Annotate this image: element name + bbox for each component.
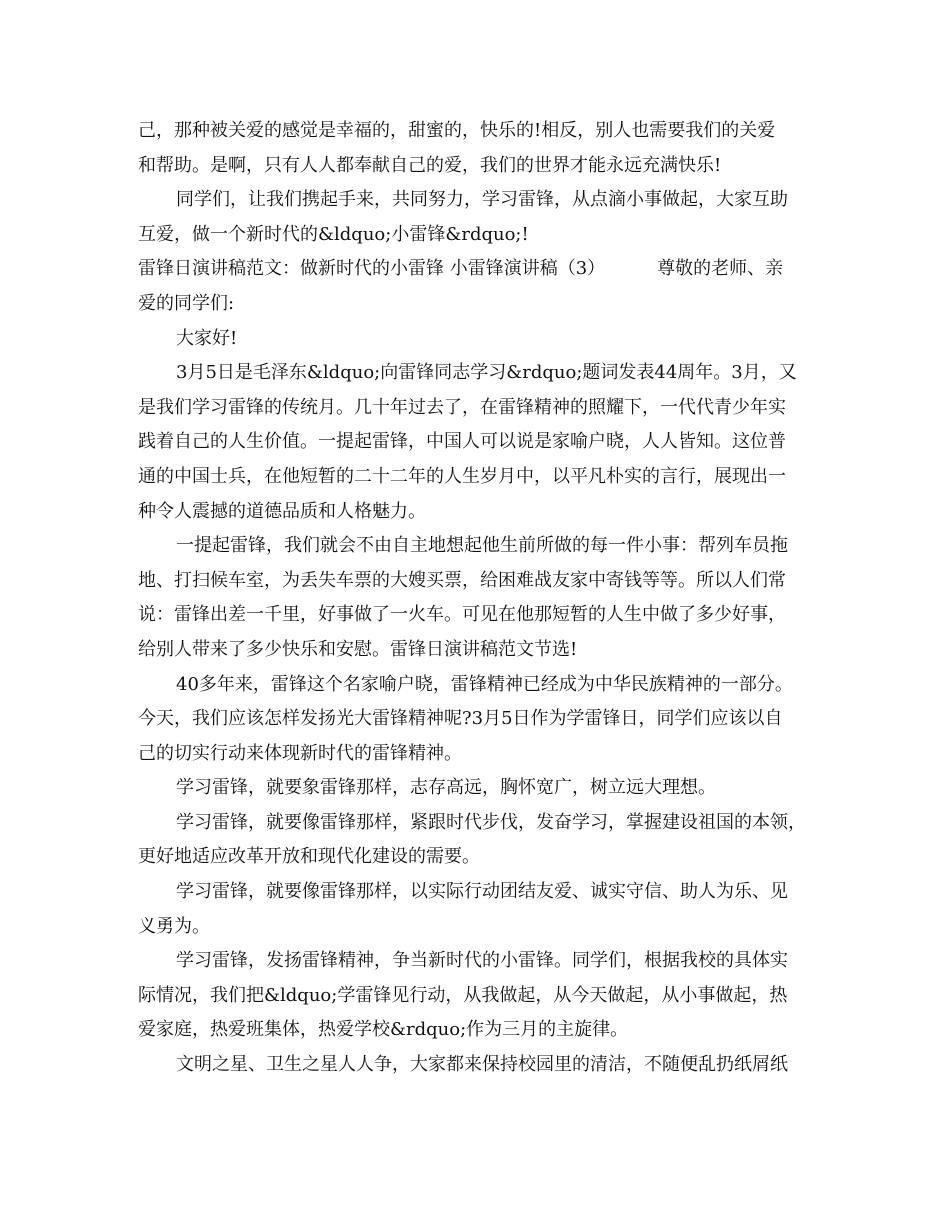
paragraph-line: 40多年来，雷锋这个名家喻户晓，雷锋精神已经成为中华民族精神的一部分。 (176, 673, 793, 695)
paragraph-line: 同学们，让我们携起手来，共同努力，学习雷锋，从点滴小事做起，大家互助 (176, 189, 788, 211)
paragraph-line: 一提起雷锋，我们就会不由自主地想起他生前所做的每一件小事：帮列车员拖 (176, 535, 788, 557)
paragraph-line: 爱家庭，热爱班集体，热爱学校&rdquo;作为三月的主旋律。 (138, 1019, 629, 1041)
paragraph-line: 说：雷锋出差一千里，好事做了一火车。可见在他那短暂的人生中做了多少好事， (138, 604, 786, 626)
paragraph-line: 和帮助。是啊，只有人人都奉献自己的爱，我们的世界才能永远充满快乐! (138, 154, 722, 176)
paragraph-line: 更好地适应改革开放和现代化建设的需要。 (138, 846, 480, 868)
paragraph-line: 是我们学习雷锋的传统月。几十年过去了，在雷锋精神的照耀下，一代代青少年实 (138, 396, 786, 418)
paragraph-line: 文明之星、卫生之星人人争，大家都来保持校园里的清洁，不随便乱扔纸屑纸 (176, 1054, 788, 1076)
paragraph-line: 互爱，做一个新时代的&ldquo;小雷锋&rdquo;! (138, 223, 529, 245)
paragraph-line: 大家好! (176, 327, 238, 349)
paragraph-line: 学习雷锋，发扬雷锋精神，争当新时代的小雷锋。同学们，根据我校的具体实 (176, 950, 788, 972)
paragraph-line: 种令人震撼的道德品质和人格魅力。 (138, 500, 426, 522)
paragraph-line: 3月5日是毛泽东&ldquo;向雷锋同志学习&rdquo;题词发表44周年。3月，又 (176, 362, 797, 384)
section-title: 雷锋日演讲稿范文：做新时代的小雷锋 小雷锋演讲稿（3） (138, 258, 606, 280)
paragraph-line: 今天，我们应该怎样发扬光大雷锋精神呢?3月5日作为学雷锋日，同学们应该以自 (138, 708, 783, 730)
paragraph-line: 给别人带来了多少快乐和安慰。雷锋日演讲稿范文节选! (138, 638, 578, 660)
paragraph-line: 爱的同学们: (138, 292, 235, 314)
paragraph-line: 通的中国士兵，在他短暂的二十二年的人生岁月中，以平凡朴实的言行，展现出一 (138, 465, 786, 487)
paragraph-line: 学习雷锋，就要像雷锋那样，紧跟时代步伐，发奋学习，掌握建设祖国的本领， (176, 811, 806, 833)
paragraph-line: 学习雷锋，就要象雷锋那样，志存高远，胸怀宽广，树立远大理想。 (176, 777, 716, 799)
document-body (138, 114, 828, 1083)
paragraph-line: 义勇为。 (138, 915, 210, 937)
paragraph-line: 己的切实行动来体现新时代的雷锋精神。 (138, 742, 462, 764)
paragraph-line: 己，那种被关爱的感觉是幸福的，甜蜜的，快乐的!相反，别人也需要我们的关爱 (138, 120, 776, 141)
section-heading (138, 252, 828, 287)
paragraph-line: 际情况，我们把&ldquo;学雷锋见行动，从我做起，从今天做起，从小事做起，热 (138, 984, 788, 1006)
paragraph-line: 地、打扫候车室，为丢失车票的大嫂买票，给困难战友家中寄钱等等。所以人们常 (138, 569, 786, 591)
salutation-start: 尊敬的老师、亲 (657, 258, 784, 280)
paragraph-line: 学习雷锋，就要像雷锋那样，以实际行动团结友爱、诚实守信、助人为乐、见 (176, 881, 788, 903)
paragraph-line: 践着自己的人生价值。一提起雷锋，中国人可以说是家喻户晓，人人皆知。这位普 (138, 431, 786, 453)
